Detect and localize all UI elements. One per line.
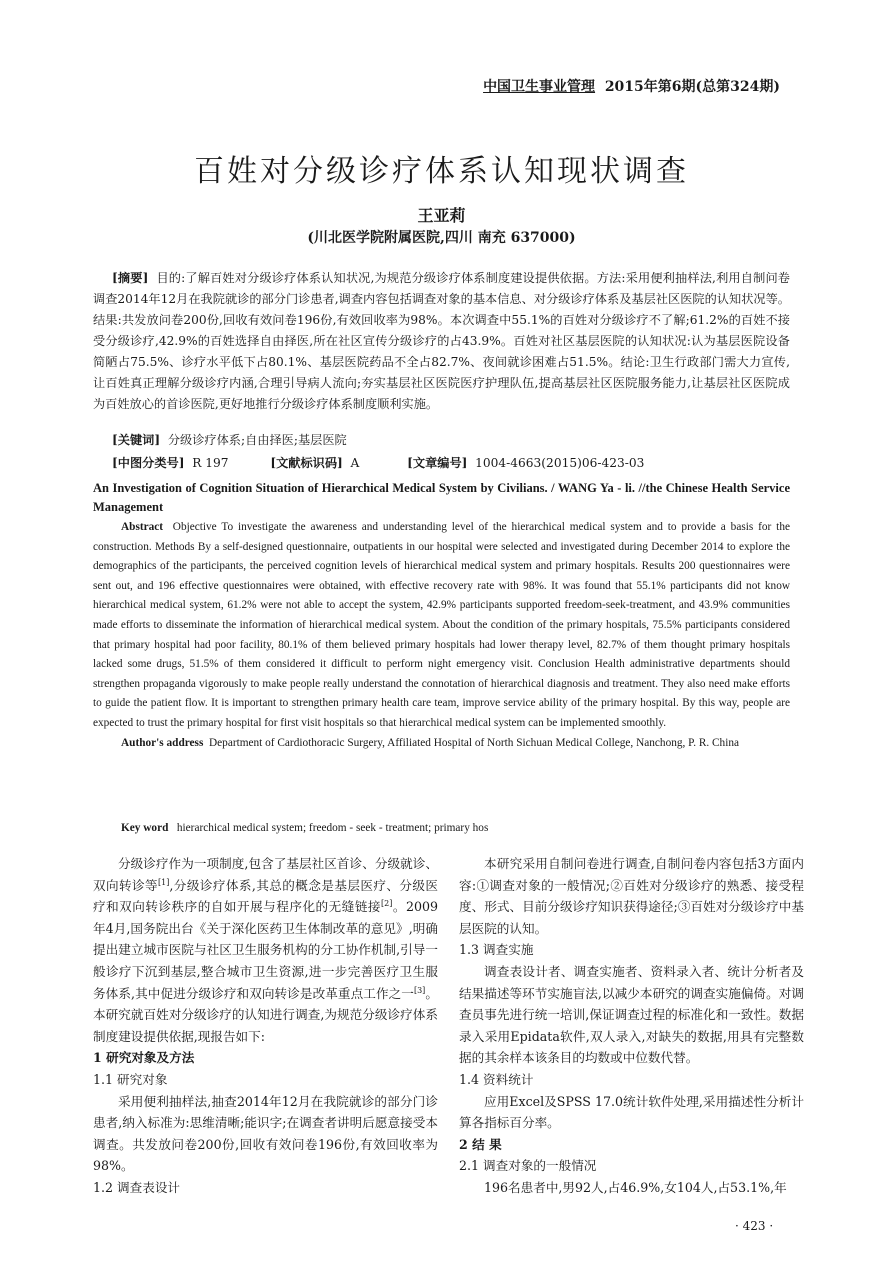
- section-2-1-heading: 2.1 调查对象的一般情况: [459, 1158, 597, 1174]
- section-1-4-paragraph: 应用Excel及SPSS 17.0统计软件处理,采用描述性分析计算各指标百分率。: [459, 1093, 804, 1131]
- abstract-text: 目的:了解百姓对分级诊疗体系认知状况,为规范分级诊疗体系制度建设提供依据。方法:采用便利抽样法,利用自制问卷调查2014年12月在我院就诊的部分门诊患者,调查内容包括调查对象的基本信息、对分级诊疗体系及基层社区医院的认知状况等。结果:共发放问卷200份,回收有效问卷196份,有效回收率为98%。本次调查中55.1%的百姓对分级诊疗不了解;61.2%的百姓不接受分级诊疗,42.9%的百姓选择自由择医,所在社区宣传分级诊疗的占43.9%。百姓对社区基层医院的认知状况:认为基层医院设备简陋占75.5%、诊疗水平低下占80.1%、基层医院药品不全占82.7%、夜间就诊困难占51.5%。结论:卫生行政部门需大力宣传,让百姓真正理解分级诊疗内涵,合理引导病人流向;夯实基层社区医院医疗护理队伍,提高基层社区医院服务能力,让基层社区医院成为百姓放心的首诊医院,更好地推行分级诊疗体系制度顺利实施。: [93, 271, 790, 411]
- ref-2: [2]: [381, 899, 393, 908]
- issue-info: 2015年第6期(总第324期): [604, 79, 780, 95]
- author-affiliation: (川北医学院附属医院,四川 南充 637000): [307, 230, 576, 246]
- english-abstract: [93, 518, 790, 753]
- chinese-abstract: [93, 268, 790, 415]
- intro-paragraph: 分级诊疗作为一项制度,包含了基层社区首诊、分级就诊、双向转诊等[1],分级诊疗体系,其总的概念是基层医疗、分级医疗和双向转诊秩序的自如开展与程序化的无缝链接[2]。2009年4月,国务院出台《关于深化医药卫生体制改革的意见》,明确提出建立城市医院与社区卫生服务机构的分工协作机制,引导一般诊疗下沉到基层,整合城市卫生资源,进一步完善医疗卫生服务体系,其中促进分级诊疗和双向转诊是改革重点工作之一[3]。本研究就百姓对分级诊疗的认知进行调查,为规范分级诊疗体系制度建设提供依据,现报告如下:: [93, 856, 438, 1044]
- article-number-label: [文章编号]: [407, 456, 468, 470]
- en-abstract-text: Objective To investigate the awareness and understanding level of the hierarchical medical system and to provide a basis for the construction. Methods By a self-designed questionnaire, outpatients in our hospital were selected and investigated during December 2014 to explore the demographics of the participants, the perceived cognition levels of hierarchical medical system and primary hospitals. Results 200 questionnaires were sent out, and 196 effective questionnaires were obtained, with effective recovery rate with 98%. It was found that 55.1% participants did not know hierarchical medical system, 61.2% were not able to accept the system, 42.9% participants supported freedom-seek-treatment, and 43.9% communities made efforts to disseminate the information of hierarchical medical system. About the condition of the primary hospitals, 75.5% participants considered that primary hospital had poor facility, 80.1% of them believed primary hospitals had lower therapy level, 82.7% of them thought primary hospitals lacked some drugs, 51.5% of them considered it difficult to perform night emergency visit. Conclusion Health administrative departments should strengthen propaganda vigorously to make people really understand the connotation of hierarchical diagnosis and treatment. They also need make efforts to guide the patient flow. It is important to strengthen primary health care team, improve service ability of the primary hospital. By this way, people are expected to trust the primary hospital for first visit hospitals so that hierarchical medical system can be implemented smoothly.: [93, 521, 790, 729]
- section-1-heading: 1 研究对象及方法: [93, 1050, 195, 1066]
- english-title: An Investigation of Cognition Situation of Hierarchical Medical System by Civilians. / WANG Ya - li. //the Chinese Health Service Management: [93, 481, 790, 514]
- author-name: 王亚莉: [417, 206, 466, 225]
- ref-1: [1]: [158, 877, 170, 887]
- keywords-text: 分级诊疗体系;自由择医;基层医院: [167, 433, 347, 447]
- section-1-1-heading: 1.1 研究对象: [93, 1071, 168, 1087]
- clc-label: [中图分类号]: [112, 456, 185, 470]
- journal-name: 中国卫生事业管理: [483, 79, 596, 95]
- classification-row: [112, 454, 792, 471]
- section-2-1-paragraph: 196名患者中,男92人,占46.9%,女104人,占53.1%,年: [484, 1179, 787, 1195]
- section-1-4-heading: 1.4 资料统计: [459, 1071, 534, 1087]
- chinese-keywords: [112, 431, 792, 448]
- section-1-1-paragraph: 采用便利抽样法,抽查2014年12月在我院就诊的部分门诊患者,纳入标准为:思维清晰;能识字;在调查者讲明后愿意接受本调查。共发放问卷200份,回收有效问卷196份,有效回收率为98%。: [93, 1093, 438, 1174]
- section-1-2-heading: 1.2 调查表设计: [93, 1179, 181, 1195]
- en-keywords-label: Key word: [121, 822, 169, 834]
- article-title: 百姓对分级诊疗体系认知现状调查: [194, 154, 689, 189]
- section-2-heading: 2 结 果: [459, 1136, 502, 1152]
- en-abstract-label: Abstract: [121, 521, 164, 533]
- section-1-2-paragraph: 本研究采用自制问卷进行调查,自制问卷内容包括3方面内容:①调查对象的一般情况;②百姓对分级诊疗的熟悉、接受程度、形式、目前分级诊疗知识获得途径;③百姓对分级诊疗中基层医院的认知。: [459, 856, 804, 936]
- section-1-3-heading: 1.3 调查实施: [459, 942, 534, 958]
- article-number-value: 1004-4663(2015)06-423-03: [475, 456, 645, 470]
- ref-3: [3]: [413, 985, 426, 995]
- en-address-text: Department of Cardiothoracic Surgery, Affiliated Hospital of North Sichuan Medical College, Nanchong, P. R. China: [209, 736, 740, 749]
- doc-code-label: [文献标识码]: [270, 456, 343, 470]
- en-address-label: Author's address: [121, 736, 204, 749]
- left-column: [93, 853, 438, 1199]
- doc-code-value: A: [350, 456, 360, 470]
- abstract-label: [摘要]: [112, 271, 149, 285]
- keywords-label: [关键词]: [112, 433, 161, 447]
- en-keywords-text: hierarchical medical system; freedom - seek - treatment; primary hos: [176, 822, 489, 834]
- page-number: · 423 ·: [735, 1219, 774, 1233]
- clc-value: R 197: [192, 456, 229, 470]
- english-keywords: [121, 822, 488, 834]
- journal-header: [470, 76, 780, 96]
- section-1-3-paragraph: 调查表设计者、调查实施者、资料录入者、统计分析者及结果描述等环节实施盲法,以减少本研究的调查实施偏倚。对调查员事先进行统一培训,保证调查过程的标准化和一致性。数据录入采用Epidata软件,双人录入,对缺失的数据,用具有完整数据的其余样本该条目的均数或中位数代替。: [459, 963, 804, 1066]
- right-column: [459, 853, 804, 1199]
